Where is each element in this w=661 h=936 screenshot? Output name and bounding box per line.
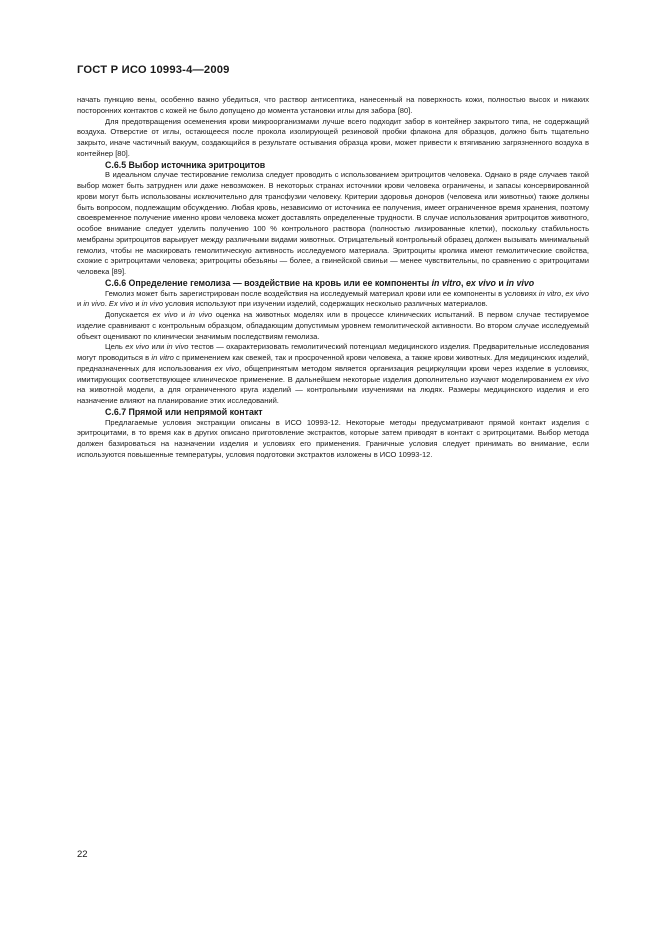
paragraph: Предлагаемые условия экстракции описаны в ИСО 10993-12. Некоторые методы предусматривают прямой контакт изделия с эритроцитами, в то время как в других описано приготовление экстрактов, которые затем приводят в контакт с эритроцитами. Выбор метода должен базироваться на назначении изделия и условиях его применения. Граничные условия следует принимать во внимание, если используются повышенные температуры, условия подготовки экстрактов изложены в ИСО 10993-12. xyxy=(77,417,589,459)
paragraph: Гемолиз может быть зарегистрирован после воздействия на исследуемый материал крови или ее компоненты в условиях in vitro, ex vivo и in vivo. Ex vivo и in vivo условия используют при изучении изделий, содержащих несколько различных материалов. xyxy=(77,288,589,309)
document-header: ГОСТ Р ИСО 10993-4—2009 xyxy=(77,64,230,76)
paragraph: Допускается ex vivo и in vivo оценка на животных моделях или в процессе клинических испытаний. В первом случае тестируемое изделие сравнивают с контрольным образцом, обладающим допустимым уровнем гемолитической активности. Во втором случае исследуемый объект оценивают по клинически значимым последствиям гемолиза. xyxy=(77,310,589,341)
paragraph: В идеальном случае тестирование гемолиза следует проводить с использованием эритроцитов человека. Однако в ряде случаев такой выбор может быть затруднен или даже невозможен. В некоторых странах источники крови человека ограничены, и запасы консервированной крови могут быть использованы исключительно для трансфузии человеку. Критерии здоровья доноров (человека или животных) также должны быть вопросом, подлежащим обсуждению. Любая кровь, независимо от источника ее получения, имеет ограниченное время хранения, поэтому своевременное получение именно крови человека может доставлять определенные трудности. В случае использования эритроцитов животного, особое внимание следует уделить получению 100 % контрольного раствора (полностью лизированные клетки), поскольку стабильность мембраны эритроцитов варьирует между различными видами животных. Отрицательный контрольный образец должен вызывать минимальный гемолиз, чтобы не маскировать гемолитическую активность исследуемого материала. Эритроциты кролика имеют гемолитические свойства, схожие с эритроцитами человека; эритроциты обезьяны — более, а гвинейской свиньи — менее чувствительны, по сравнению с эритроцитами человека [89]. xyxy=(77,170,589,276)
heading-c66: С.6.6 Определение гемолиза — воздействие на кровь или ее компоненты in vitro, ex vivo и in vivo xyxy=(105,277,535,288)
page-number: 22 xyxy=(77,849,88,860)
paragraph: начать пункцию вены, особенно важно убедиться, что раствор антисептика, нанесенный на поверхность кожи, полностью высох и никаких посторонних контактов с кожей не было допущено до момента установки иглы для забора [80]. xyxy=(77,95,589,115)
document-body xyxy=(77,95,589,461)
paragraph: Для предотвращения осеменения крови микроорганизмами лучше всего подходит забор в контейнер закрытого типа, не содержащий воздуха. Отверстие от иглы, остающееся после прокола изолирующей резиновой пробки флакона для образцов, должно быть тщательно закрыто, иначе частичный вакуум, создающийся в результате остывания образца крови, может привести к втягиванию загрязненного воздуха в контейнер [80]. xyxy=(77,116,589,158)
heading-c67: С.6.7 Прямой или непрямой контакт xyxy=(105,406,263,417)
heading-c65: С.6.5 Выбор источника эритроцитов xyxy=(105,159,266,170)
paragraph: Цель ex vivo или in vivo тестов — охарактеризовать гемолитический потенциал медицинского изделия. Предварительные исследования могут проводиться в in vitro с применением как свежей, так и просроченной крови человека, а также крови животных. Для медицинских изделий, предназначенных для использования ex vivo, общепринятым методом является организация рециркуляции крови через изделие в условиях, имитирующих соответствующее клиническое применение. В дальнейшем некоторые изделия дополнительно изучают моделированием ex vivo на животной модели, а для ограниченного круга изделий — контрольными изучениями на людях. Размеры медицинского изделия и его назначение влияют на планирование этих исследований. xyxy=(77,342,589,405)
